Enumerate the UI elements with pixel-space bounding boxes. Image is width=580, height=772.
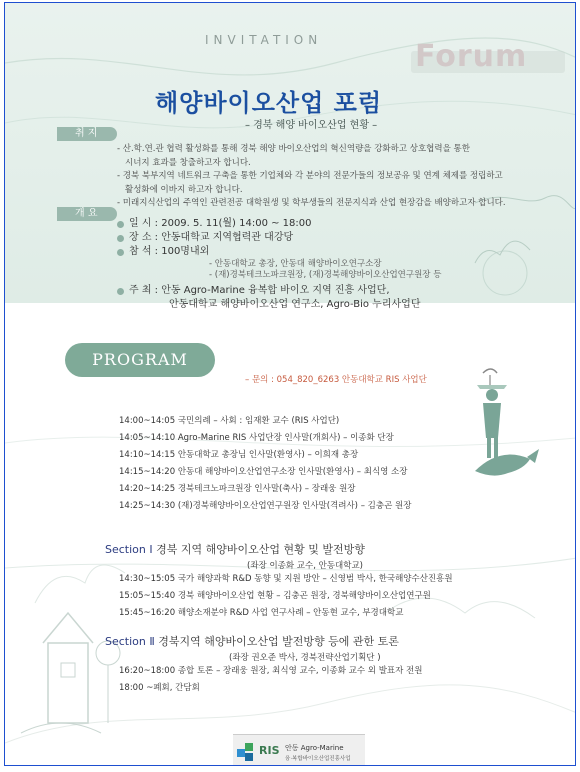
section1-heading [105, 541, 365, 557]
purpose-list [117, 143, 537, 211]
ris-logo-text: RIS [259, 744, 280, 757]
session-item: 14:30~15:05 국가 해양과학 R&D 동향 및 지원 방안 – 신영범 박사, 한국해양수산진흥원 [119, 574, 453, 584]
overview-attend-sub: - 안동대학교 총장, 안동대 해양바이오연구소장 [209, 259, 382, 269]
overview-attend: 참 석 : 100명내외 [129, 246, 210, 257]
overview-host: 주 최 : 안동 Agro-Marine 융복합 바이오 지역 진흥 사업단, [129, 285, 390, 296]
ris-logo-icon [237, 741, 261, 763]
purpose-item: 시너지 효과를 창출하고자 합니다. [125, 157, 251, 168]
purpose-item: - 경북 북부지역 네트워크 구축을 통한 기업체와 각 분야의 전문가들의 정보공유 및 연계 체제를 정립하고 [117, 171, 503, 181]
section1-sessions [119, 571, 453, 622]
purpose-item: - 산.학.연.관 협력 활성화를 통해 경북 해양 바이오산업의 혁신역량을 강화하고 상호협력을 통한 [117, 144, 470, 154]
overview-date: 일 시 : 2009. 5. 11(월) 14:00 ~ 18:00 [129, 218, 312, 229]
figure-illustration [465, 363, 555, 493]
page-title: 해양바이오산업 포럼 [155, 89, 383, 117]
session-item: 18:00 ~폐회, 간담회 [119, 683, 200, 693]
invitation-page [4, 2, 576, 766]
overview-label: 개 요 [57, 207, 117, 221]
program-label: PROGRAM [65, 343, 215, 377]
overview-venue: 장 소 : 안동대학교 지역협력관 대강당 [129, 232, 294, 243]
section2-sessions [119, 663, 422, 697]
section1-label: Section Ⅰ [105, 543, 153, 556]
ris-logo [233, 734, 365, 766]
inquiry-text: – 문의 : 054_820_6263 안동대학교 RIS 사업단 [245, 375, 427, 385]
schedule-item: 14:05~14:10 Agro-Marine RIS 사업단장 인사말(개회사) – 이종화 단장 [119, 433, 394, 443]
overview-venue-row [117, 231, 441, 245]
ris-logo-line1: 안동 Agro-Marine [285, 744, 344, 752]
page-subtitle: – 경북 해양 바이오산업 현황 – [245, 120, 378, 131]
section1-chair: (좌장 이종화 교수, 안동대학교) [247, 561, 363, 571]
schedule-item: 14:00~14:05 국민의례 – 사회 : 임재환 교수 (RIS 사업단) [119, 416, 340, 426]
bullet-icon [117, 288, 124, 295]
invitation-label: INVITATION [205, 33, 323, 47]
overview-block [117, 217, 441, 312]
schedule-item: 14:25~14:30 (재)경북해양바이오산업연구원장 인사말(격려사) – 김충곤 원장 [119, 501, 412, 511]
session-item: 15:05~15:40 경북 해양바이오산업 현황 – 김충곤 원장, 경북해양바이오산업연구원 [119, 591, 431, 601]
opening-schedule [119, 413, 411, 515]
session-item: 15:45~16:20 해양소재분야 R&D 사업 연구사례 – 안동현 교수, 부경대학교 [119, 608, 404, 618]
section2-label: Section Ⅱ [105, 635, 155, 648]
purpose-label: 취 지 [57, 127, 117, 141]
purpose-item: - 미래지식산업의 주역인 관련전공 대학원생 및 학부생들의 전문지식과 산업 현장감을 배양하고자 합니다. [117, 198, 506, 208]
section2-heading [105, 633, 399, 649]
schedule-item: 14:10~14:15 안동대학교 총장님 인사말(환영사) – 이희재 총장 [119, 450, 359, 460]
house-illustration [13, 583, 133, 753]
overview-date-row [117, 217, 441, 231]
section1-title: 경북 지역 해양바이오산업 현황 및 발전방향 [156, 543, 365, 556]
forum-wordmark: Forum [415, 39, 528, 74]
overview-host-cont: 안동대학교 해양바이오산업 연구소, Agro-Bio 누리사업단 [169, 299, 421, 310]
schedule-item: 14:20~14:25 경북테크노파크원장 인사말(축사) – 장래웅 원장 [119, 484, 356, 494]
bullet-icon [117, 221, 124, 228]
purpose-item: 활성화에 이바지 하고자 합니다. [125, 184, 243, 195]
section2-title: 경북지역 해양바이오산업 발전방향 등에 관한 토론 [158, 635, 399, 648]
ris-logo-line2: 융·복합바이오산업진흥사업 [285, 756, 351, 762]
overview-attend-sub: - (재)경북테크노파크원장, (재)경북해양바이오산업연구원장 등 [209, 270, 442, 280]
schedule-item: 14:15~14:20 안동대 해양바이오산업연구소장 인사말(환영사) – 최식영 소장 [119, 467, 408, 477]
bullet-icon [117, 235, 124, 242]
bullet-icon [117, 249, 124, 256]
overview-attend-row [117, 245, 441, 259]
overview-host-row [117, 284, 441, 298]
section2-chair: (좌장 권오준 박사, 경북전략산업기획단 ) [229, 653, 381, 663]
session-item: 16:20~18:00 종합 토론 – 장래웅 원장, 최식영 교수, 이종화 교수 외 발표자 전원 [119, 666, 423, 676]
